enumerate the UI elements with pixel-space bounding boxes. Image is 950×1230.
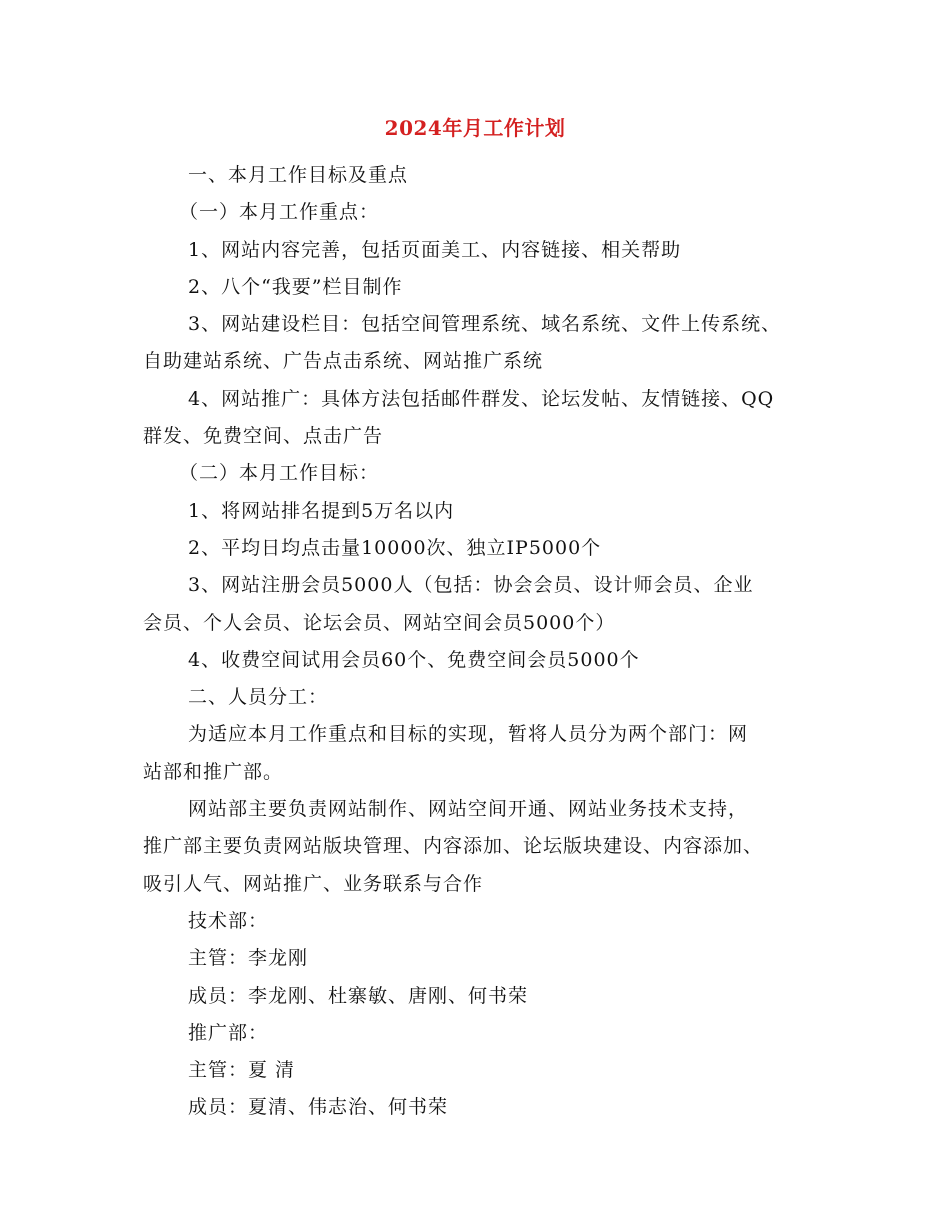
paragraph-line: 站部和推广部。 (143, 760, 284, 783)
department-label-tech: 技术部： (188, 909, 269, 932)
paragraph-line: 4、网站推广：具体方法包括邮件群发、论坛发帖、友情链接、QQ (188, 387, 775, 410)
paragraph-line: 1、将网站排名提到5万名以内 (188, 499, 455, 522)
paragraph-line: 1、网站内容完善，包括页面美工、内容链接、相关帮助 (188, 238, 682, 261)
members-line: 成员：夏清、伟志治、何书荣 (188, 1096, 449, 1119)
document-title: 2024年月工作计划 (384, 116, 566, 140)
department-label-promotion: 推广部： (188, 1021, 269, 1044)
paragraph-line: 为适应本月工作重点和目标的实现，暂将人员分为两个部门：网 (188, 723, 749, 746)
supervisor-line: 主管：夏 清 (188, 1059, 296, 1082)
paragraph-line: 3、网站注册会员5000人（包括：协会会员、设计师会员、企业 (188, 574, 754, 597)
paragraph-line: 4、收费空间试用会员60个、免费空间会员5000个 (188, 648, 640, 671)
paragraph-line: 吸引人气、网站推广、业务联系与合作 (143, 872, 484, 895)
paragraph-line: 推广部主要负责网站版块管理、内容添加、论坛版块建设、内容添加、 (143, 835, 764, 858)
paragraph-line: 群发、免费空间、点击广告 (143, 425, 384, 448)
section-heading-goals: 一、本月工作目标及重点 (188, 164, 409, 186)
supervisor-line: 主管：李龙刚 (188, 947, 309, 970)
paragraph-line: 自助建站系统、广告点击系统、网站推广系统 (143, 350, 544, 373)
subsection-heading-targets: （二）本月工作目标： (179, 462, 380, 485)
paragraph-line: 3、网站建设栏目：包括空间管理系统、域名系统、文件上传系统、 (188, 313, 782, 336)
paragraph-line: 网站部主要负责网站制作、网站空间开通、网站业务技术支持， (188, 798, 749, 821)
document-body (143, 157, 833, 1127)
subsection-heading-focus: （一）本月工作重点： (179, 201, 380, 224)
paragraph-line: 2、八个“我要”栏目制作 (188, 275, 403, 298)
members-line: 成员：李龙刚、杜寨敏、唐刚、何书荣 (188, 984, 529, 1007)
section-heading-staff: 二、人员分工： (188, 686, 329, 709)
paragraph-line: 2、平均日均点击量10000次、独立IP5000个 (188, 536, 602, 559)
paragraph-line: 会员、个人会员、论坛会员、网站空间会员5000个） (143, 611, 616, 634)
